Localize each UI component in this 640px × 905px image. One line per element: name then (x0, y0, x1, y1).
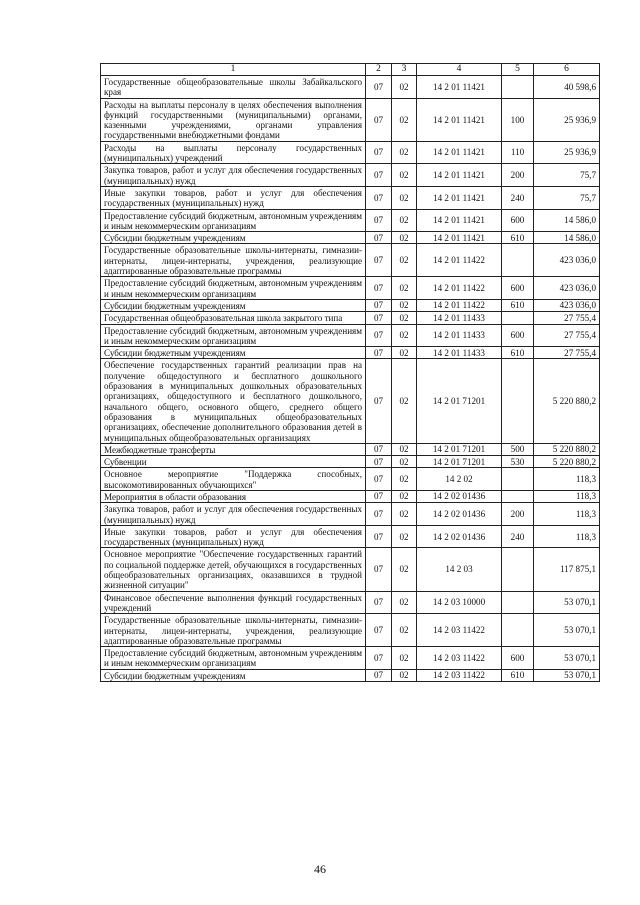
amount-cell: 423 036,0 (534, 277, 600, 300)
section-code-cell: 07 (366, 186, 392, 209)
table-header-row (101, 64, 600, 76)
amount-cell: 117 875,1 (534, 548, 600, 591)
table-row (101, 186, 600, 209)
subsection-code-cell: 02 (392, 591, 417, 614)
section-code-cell: 07 (366, 244, 392, 277)
amount-cell: 5 220 880,2 (534, 443, 600, 455)
row-name-cell: Закупка товаров, работ и услуг для обеспечения государственных (муниципальных) нужд (101, 164, 366, 187)
target-article-cell: 14 2 01 71201 (417, 443, 502, 455)
subsection-code-cell: 02 (392, 98, 417, 141)
table-row (101, 443, 600, 455)
amount-cell: 40 598,6 (534, 76, 600, 99)
subsection-code-cell: 02 (392, 669, 417, 681)
row-name-cell: Закупка товаров, работ и услуг для обеспечения государственных (муниципальных) нужд (101, 503, 366, 526)
row-name-cell: Государственная общеобразовательная школа закрытого типа (101, 312, 366, 324)
section-code-cell: 07 (366, 614, 392, 647)
row-name-cell: Мероприятия в области образования (101, 490, 366, 502)
table-row (101, 324, 600, 347)
row-name-cell: Иные закупки товаров, работ и услуг для обеспечения государственных (муниципальных) нужд (101, 525, 366, 548)
section-code-cell: 07 (366, 548, 392, 591)
amount-cell: 75,7 (534, 186, 600, 209)
target-article-cell: 14 2 01 11433 (417, 324, 502, 347)
table-row (101, 312, 600, 324)
expense-type-cell (502, 490, 534, 502)
subsection-code-cell: 02 (392, 443, 417, 455)
subsection-code-cell: 02 (392, 209, 417, 232)
amount-cell: 75,7 (534, 164, 600, 187)
amount-cell: 5 220 880,2 (534, 359, 600, 443)
row-name-cell: Субсидии бюджетным учреждениям (101, 669, 366, 681)
table-row (101, 76, 600, 99)
subsection-code-cell: 02 (392, 299, 417, 311)
row-name-cell: Расходы на выплаты персоналу государственных (муниципальных) учреждений (101, 141, 366, 164)
expense-type-cell: 240 (502, 525, 534, 548)
row-name-cell: Государственные образовательные школы-интернаты, гимназии-интернаты, лицеи-интернаты, учреждения, реализующие адаптированные образовательные программы (101, 244, 366, 277)
target-article-cell: 14 2 03 11422 (417, 614, 502, 647)
amount-cell: 118,3 (534, 468, 600, 491)
table-row (101, 98, 600, 141)
section-code-cell: 07 (366, 359, 392, 443)
section-code-cell: 07 (366, 232, 392, 244)
expense-type-cell: 610 (502, 669, 534, 681)
target-article-cell: 14 2 01 11421 (417, 76, 502, 99)
target-article-cell: 14 2 01 11421 (417, 186, 502, 209)
amount-cell: 27 755,4 (534, 347, 600, 359)
table-row (101, 525, 600, 548)
row-name-cell: Расходы на выплаты персоналу в целях обеспечения выполнения функций государственными (муниципальными) органами, казенными учреждениями, органами управления государственными внебюджетными фондами (101, 98, 366, 141)
amount-cell: 25 936,9 (534, 141, 600, 164)
section-code-cell: 07 (366, 525, 392, 548)
subsection-code-cell: 02 (392, 232, 417, 244)
amount-cell: 423 036,0 (534, 299, 600, 311)
row-name-cell: Основное мероприятие "Поддержка способных, высокомотивированных обучающихся" (101, 468, 366, 491)
target-article-cell: 14 2 02 (417, 468, 502, 491)
column-header: 4 (417, 64, 502, 76)
section-code-cell: 07 (366, 647, 392, 670)
section-code-cell: 07 (366, 209, 392, 232)
expense-type-cell: 600 (502, 647, 534, 670)
section-code-cell: 07 (366, 468, 392, 491)
amount-cell: 53 070,1 (534, 669, 600, 681)
expense-type-cell (502, 244, 534, 277)
column-header: 1 (101, 64, 366, 76)
row-name-cell: Предоставление субсидий бюджетным, автономным учреждениям и иным некоммерческим организациям (101, 277, 366, 300)
subsection-code-cell: 02 (392, 347, 417, 359)
expense-type-cell: 600 (502, 209, 534, 232)
row-name-cell: Финансовое обеспечение выполнения функций государственных учреждений (101, 591, 366, 614)
column-header: 5 (502, 64, 534, 76)
expense-type-cell (502, 359, 534, 443)
target-article-cell: 14 2 01 11421 (417, 141, 502, 164)
subsection-code-cell: 02 (392, 647, 417, 670)
subsection-code-cell: 02 (392, 548, 417, 591)
expense-type-cell: 610 (502, 232, 534, 244)
expense-type-cell: 610 (502, 299, 534, 311)
target-article-cell: 14 2 03 (417, 548, 502, 591)
section-code-cell: 07 (366, 324, 392, 347)
table-row (101, 591, 600, 614)
target-article-cell: 14 2 01 11421 (417, 98, 502, 141)
target-article-cell: 14 2 01 11422 (417, 277, 502, 300)
section-code-cell: 07 (366, 456, 392, 468)
amount-cell: 53 070,1 (534, 591, 600, 614)
target-article-cell: 14 2 01 11421 (417, 164, 502, 187)
target-article-cell: 14 2 02 01436 (417, 490, 502, 502)
target-article-cell: 14 2 01 71201 (417, 359, 502, 443)
table-body (101, 76, 600, 682)
amount-cell: 118,3 (534, 525, 600, 548)
target-article-cell: 14 2 03 11422 (417, 669, 502, 681)
row-name-cell: Государственные образовательные школы-интернаты, гимназии-интернаты, лицеи-интернаты, учреждения, реализующие адаптированные образовательные программы (101, 614, 366, 647)
row-name-cell: Субсидии бюджетным учреждениям (101, 347, 366, 359)
table-row (101, 647, 600, 670)
subsection-code-cell: 02 (392, 76, 417, 99)
subsection-code-cell: 02 (392, 141, 417, 164)
row-name-cell: Обеспечение государственных гарантий реализации прав на получение общедоступного и бесплатного дошкольного образования в муниципальных дошкольных образовательных организациях, общедоступного и бесплатного дошкольного, начального общего, основного общего, среднего общего образования в муниципальных общеобразовательных организациях, обеспечение дополнительного образования детей в муниципальных общеобразовательных организациях (101, 359, 366, 443)
section-code-cell: 07 (366, 312, 392, 324)
target-article-cell: 14 2 01 11433 (417, 312, 502, 324)
table-row (101, 468, 600, 491)
table-row (101, 164, 600, 187)
expense-type-cell: 200 (502, 164, 534, 187)
budget-table-container (100, 63, 599, 682)
table-row (101, 347, 600, 359)
table-row (101, 456, 600, 468)
subsection-code-cell: 02 (392, 359, 417, 443)
amount-cell: 118,3 (534, 503, 600, 526)
subsection-code-cell: 02 (392, 244, 417, 277)
subsection-code-cell: 02 (392, 490, 417, 502)
section-code-cell: 07 (366, 164, 392, 187)
amount-cell: 27 755,4 (534, 324, 600, 347)
target-article-cell: 14 2 01 71201 (417, 456, 502, 468)
section-code-cell: 07 (366, 299, 392, 311)
amount-cell: 118,3 (534, 490, 600, 502)
section-code-cell: 07 (366, 443, 392, 455)
expense-type-cell: 610 (502, 347, 534, 359)
amount-cell: 53 070,1 (534, 647, 600, 670)
expense-type-cell (502, 591, 534, 614)
row-name-cell: Основное мероприятие "Обеспечение государственных гарантий по социальной поддержке детей, обучающихся в государственных общеобразовательных организациях, оказавшихся в трудной жизненной ситуации" (101, 548, 366, 591)
row-name-cell: Субсидии бюджетным учреждениям (101, 299, 366, 311)
row-name-cell: Субвенции (101, 456, 366, 468)
target-article-cell: 14 2 01 11421 (417, 232, 502, 244)
row-name-cell: Предоставление субсидий бюджетным, автономным учреждениям и иным некоммерческим организациям (101, 209, 366, 232)
target-article-cell: 14 2 01 11433 (417, 347, 502, 359)
expense-type-cell: 200 (502, 503, 534, 526)
target-article-cell: 14 2 01 11421 (417, 209, 502, 232)
table-row (101, 669, 600, 681)
table-row (101, 359, 600, 443)
section-code-cell: 07 (366, 490, 392, 502)
row-name-cell: Межбюджетные трансферты (101, 443, 366, 455)
column-header: 6 (534, 64, 600, 76)
section-code-cell: 07 (366, 98, 392, 141)
target-article-cell: 14 2 02 01436 (417, 503, 502, 526)
section-code-cell: 07 (366, 141, 392, 164)
subsection-code-cell: 02 (392, 312, 417, 324)
subsection-code-cell: 02 (392, 324, 417, 347)
table-row (101, 141, 600, 164)
table-row (101, 548, 600, 591)
subsection-code-cell: 02 (392, 186, 417, 209)
target-article-cell: 14 2 01 11422 (417, 299, 502, 311)
expense-type-cell: 530 (502, 456, 534, 468)
target-article-cell: 14 2 02 01436 (417, 525, 502, 548)
subsection-code-cell: 02 (392, 614, 417, 647)
section-code-cell: 07 (366, 277, 392, 300)
amount-cell: 14 586,0 (534, 209, 600, 232)
subsection-code-cell: 02 (392, 468, 417, 491)
table-row (101, 299, 600, 311)
expense-type-cell (502, 76, 534, 99)
table-row (101, 232, 600, 244)
target-article-cell: 14 2 01 11422 (417, 244, 502, 277)
column-header: 2 (366, 64, 392, 76)
amount-cell: 25 936,9 (534, 98, 600, 141)
subsection-code-cell: 02 (392, 456, 417, 468)
expense-type-cell (502, 468, 534, 491)
row-name-cell: Иные закупки товаров, работ и услуг для обеспечения государственных (муниципальных) нужд (101, 186, 366, 209)
page-number: 46 (314, 862, 326, 876)
subsection-code-cell: 02 (392, 525, 417, 548)
row-name-cell: Предоставление субсидий бюджетным, автономным учреждениям и иным некоммерческим организациям (101, 324, 366, 347)
table-row (101, 503, 600, 526)
table-row (101, 614, 600, 647)
section-code-cell: 07 (366, 76, 392, 99)
amount-cell: 14 586,0 (534, 232, 600, 244)
expense-type-cell: 600 (502, 277, 534, 300)
row-name-cell: Субсидии бюджетным учреждениям (101, 232, 366, 244)
amount-cell: 5 220 880,2 (534, 456, 600, 468)
target-article-cell: 14 2 03 10000 (417, 591, 502, 614)
section-code-cell: 07 (366, 347, 392, 359)
budget-table (100, 63, 600, 682)
amount-cell: 423 036,0 (534, 244, 600, 277)
row-name-cell: Предоставление субсидий бюджетным, автономным учреждениям и иным некоммерческим организациям (101, 647, 366, 670)
expense-type-cell (502, 312, 534, 324)
amount-cell: 53 070,1 (534, 614, 600, 647)
expense-type-cell: 500 (502, 443, 534, 455)
subsection-code-cell: 02 (392, 277, 417, 300)
expense-type-cell (502, 614, 534, 647)
expense-type-cell (502, 548, 534, 591)
section-code-cell: 07 (366, 669, 392, 681)
table-row (101, 490, 600, 502)
table-row (101, 209, 600, 232)
column-header: 3 (392, 64, 417, 76)
section-code-cell: 07 (366, 503, 392, 526)
table-row (101, 244, 600, 277)
expense-type-cell: 240 (502, 186, 534, 209)
target-article-cell: 14 2 03 11422 (417, 647, 502, 670)
section-code-cell: 07 (366, 591, 392, 614)
subsection-code-cell: 02 (392, 164, 417, 187)
expense-type-cell: 110 (502, 141, 534, 164)
expense-type-cell: 100 (502, 98, 534, 141)
subsection-code-cell: 02 (392, 503, 417, 526)
amount-cell: 27 755,4 (534, 312, 600, 324)
row-name-cell: Государственные общеобразовательные школы Забайкальского края (101, 76, 366, 99)
table-row (101, 277, 600, 300)
expense-type-cell: 600 (502, 324, 534, 347)
